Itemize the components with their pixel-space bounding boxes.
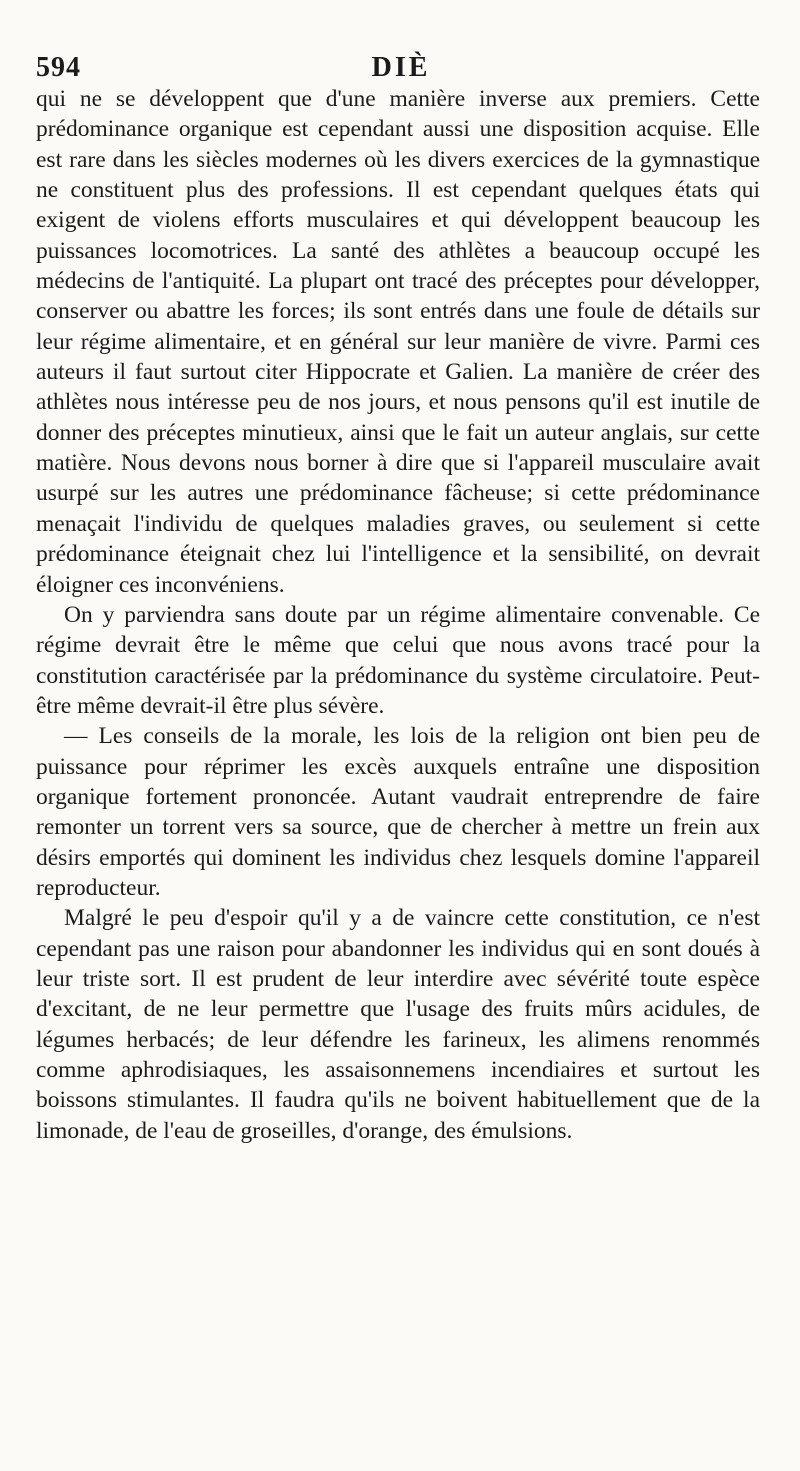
- page-body: [36, 84, 760, 1146]
- paragraph-1: qui ne se développent que d'une manière inverse aux premiers. Cette prédominance organique est cependant aussi une disposition acquise. Elle est rare dans les siècles modernes où les divers exercices de la gymnastique ne constituent plus des professions. Il est cependant quelques états qui exigent de violens efforts musculaires et qui développent beaucoup les puissances locomotrices. La santé des athlètes a beaucoup occupé les médecins de l'antiquité. La plupart ont tracé des préceptes pour développer, conserver ou abattre les forces; ils sont entrés dans une foule de détails sur leur régime alimentaire, et en général sur leur manière de vivre. Parmi ces auteurs il faut surtout citer Hippocrate et Galien. La manière de créer des athlètes nous intéresse peu de nos jours, et nous pensons qu'il est inutile de donner des préceptes minutieux, ainsi que le fait un auteur anglais, sur cette matière. Nous devons nous borner à dire que si l'appareil musculaire avait usurpé sur les autres une prédominance fâcheuse; si cette prédominance menaçait l'individu de quelques maladies graves, ou seulement si cette prédominance éteignait chez lui l'intelligence et la sensibilité, on devrait éloigner ces inconvéniens.: [36, 86, 760, 598]
- paragraph-3: — Les conseils de la morale, les lois de la religion ont bien peu de puissance pour réprimer les excès auxquels entraîne une disposition organique fortement prononcée. Autant vaudrait entreprendre de faire remonter un torrent vers sa source, que de chercher à mettre un frein aux désirs emportés qui dominent les individus chez lesquels domine l'appareil reproducteur.: [36, 723, 760, 901]
- paragraph-4: Malgré le peu d'espoir qu'il y a de vaincre cette constitution, ce n'est cependant pas une raison pour abandonner les individus qui en sont doués à leur triste sort. Il est prudent de leur interdire avec sévérité toute espèce d'excitant, de ne leur permettre que l'usage des fruits mûrs acidules, de légumes herbacés; de leur défendre les farineux, les alimens renommés comme aphrodisiaques, les assaisonnemens incendiaires et surtout les boissons stimulantes. Il faudra qu'ils ne boivent habituellement que de la limonade, de l'eau de groseilles, d'orange, des émulsions.: [36, 905, 760, 1144]
- running-head: DIÈ: [371, 52, 431, 83]
- paragraph-2: On y parviendra sans doute par un régime alimentaire convenable. Ce régime devrait être le même que celui que nous avons tracé pour la constitution caractérisée par la prédominance du système circulatoire. Peut-être même devrait-il être plus sévère.: [36, 601, 760, 719]
- page-number: 594: [36, 52, 81, 83]
